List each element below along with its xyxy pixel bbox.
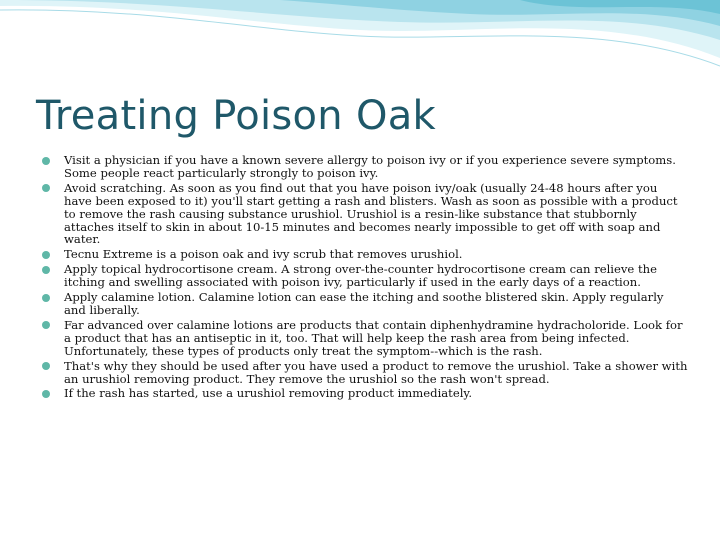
bullet-icon <box>42 362 50 370</box>
list-item <box>38 248 688 261</box>
list-item-text: Visit a physician if you have a known severe allergy to poison ivy or if you experience severe symptoms. Some people react particularly strongly to poison ivy. <box>64 153 676 180</box>
list-item <box>38 291 688 317</box>
list-item <box>38 263 688 289</box>
list-item-text: Avoid scratching. As soon as you find out that you have poison ivy/oak (usually 24-48 hours after you have been exposed to it) you'll start getting a rash and blisters. Wash as soon as possible with a product to remove the rash causing substance urushiol. Urushiol is a resin-like substance that stubbornly attaches itself to skin in about 10-15 minutes and becomes nearly impossible to get off with soap and water. <box>64 180 678 247</box>
bullet-list <box>38 154 688 402</box>
bullet-icon <box>42 251 50 259</box>
list-item-text: Tecnu Extreme is a poison oak and ivy scrub that removes urushiol. <box>64 247 463 262</box>
list-item <box>38 387 688 400</box>
list-item-text: Far advanced over calamine lotions are products that contain diphenhydramine hydracholoride. Look for a product that has an antiseptic in it, too. That will help keep the rash area from being infected. Unfortunately, these types of products only treat the symptom--which is the rash. <box>64 317 683 358</box>
list-item <box>38 182 688 247</box>
bullet-icon <box>42 321 50 329</box>
list-item <box>38 154 688 180</box>
list-item-text: Apply topical hydrocortisone cream. A strong over-the-counter hydrocortisone cream can relieve the itching and swelling associated with poison ivy, particularly if used in the early days of a reaction. <box>64 262 657 290</box>
slide-title: Treating Poison Oak <box>36 93 437 139</box>
list-item-text: That's why they should be used after you have used a product to remove the urushiol. Take a shower with an urushiol removing product. They remove the urushiol so the rash won't spread. <box>64 358 688 386</box>
list-item-text: If the rash has started, use a urushiol removing product immediately. <box>64 386 473 401</box>
bullet-icon <box>42 184 50 192</box>
list-item <box>38 360 688 386</box>
header-wave-decoration <box>0 0 720 90</box>
list-item-text: Apply calamine lotion. Calamine lotion can ease the itching and soothe blistered skin. Apply regularly and liberally. <box>64 290 664 317</box>
bullet-icon <box>42 294 50 302</box>
list-item <box>38 319 688 358</box>
bullet-icon <box>42 157 50 165</box>
bullet-icon <box>42 390 50 398</box>
bullet-icon <box>42 266 50 274</box>
